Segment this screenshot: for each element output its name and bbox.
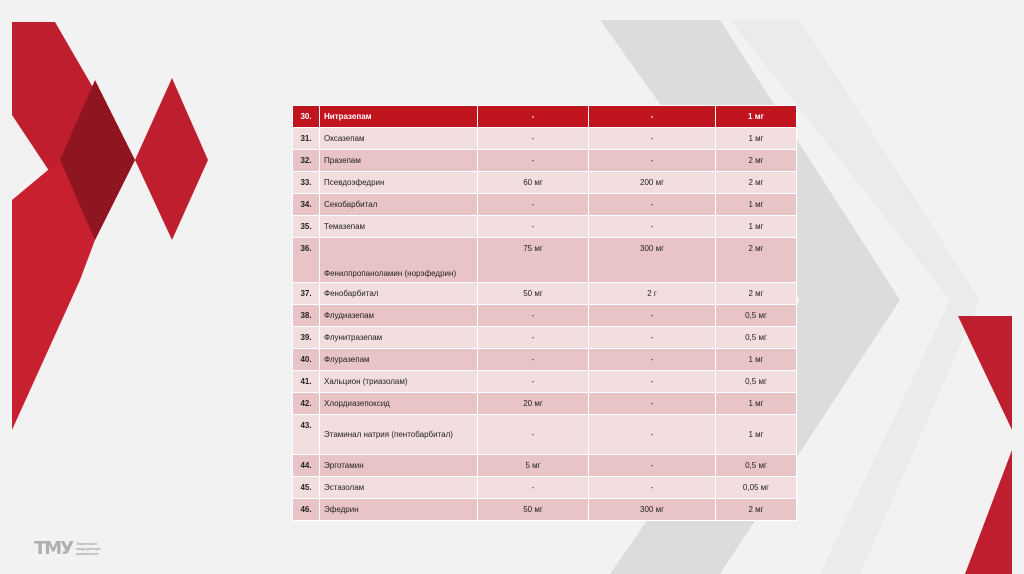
row-number-cell: 31.	[293, 128, 320, 150]
row-number-cell: 36.	[293, 238, 320, 283]
table-row	[293, 455, 797, 477]
substances-table-container	[292, 105, 796, 521]
dose-2-cell: -	[589, 393, 716, 415]
dose-3-cell: 2 мг	[716, 150, 797, 172]
dose-3-cell: 1 мг	[716, 128, 797, 150]
dose-3-cell: 2 мг	[716, 172, 797, 194]
dose-2-cell: 2 г	[589, 283, 716, 305]
row-number-cell: 43.	[293, 415, 320, 455]
dose-3-cell: 1 мг	[716, 415, 797, 455]
dose-1-cell: -	[478, 327, 589, 349]
table-row	[293, 128, 797, 150]
row-number-cell: 46.	[293, 499, 320, 521]
table-row	[293, 283, 797, 305]
row-number-cell: 44.	[293, 455, 320, 477]
table-row	[293, 371, 797, 393]
dose-1-cell: -	[478, 305, 589, 327]
substance-name-cell: Эрготамин	[320, 455, 478, 477]
dose-3-cell: 0,5 мг	[716, 327, 797, 349]
dose-3-cell: 2 мг	[716, 283, 797, 305]
dose-1-cell: -	[478, 128, 589, 150]
logo-mark: ТМУ	[34, 537, 73, 559]
substances-table	[292, 105, 797, 521]
substance-name-cell: Этаминал натрия (пентобарбитал)	[320, 415, 478, 455]
substance-name-cell: Флуразепам	[320, 349, 478, 371]
logo-text: Тюменский медицинский университет	[76, 540, 101, 556]
dose-2-cell: -	[589, 150, 716, 172]
row-number-cell: 34.	[293, 194, 320, 216]
table-row	[293, 150, 797, 172]
substance-name-cell: Фенобарбитал	[320, 283, 478, 305]
dose-1-cell: -	[478, 216, 589, 238]
dose-3-cell: 1 мг	[716, 216, 797, 238]
dose-3-cell: 1 мг	[716, 393, 797, 415]
row-number-cell: 42.	[293, 393, 320, 415]
row-number-cell: 30.	[293, 106, 320, 128]
substance-name-cell: Псевдоэфедрин	[320, 172, 478, 194]
table-row	[293, 194, 797, 216]
dose-3-cell: 0,5 мг	[716, 455, 797, 477]
dose-1-cell: -	[478, 415, 589, 455]
table-row	[293, 499, 797, 521]
dose-1-cell: 50 мг	[478, 283, 589, 305]
dose-3-cell: 2 мг	[716, 238, 797, 283]
row-number-cell: 35.	[293, 216, 320, 238]
dose-2-cell: -	[589, 216, 716, 238]
dose-2-cell: 300 мг	[589, 238, 716, 283]
dose-2-cell: -	[589, 477, 716, 499]
substance-name-cell: Эстазолам	[320, 477, 478, 499]
right-red-triangle	[958, 316, 1012, 430]
dose-2-cell: -	[589, 455, 716, 477]
table-row	[293, 477, 797, 499]
right-red-bottom	[965, 450, 1012, 574]
substance-name-cell: Флудиазепам	[320, 305, 478, 327]
red-diamond-shape	[135, 78, 208, 240]
substance-name-cell: Оксазепам	[320, 128, 478, 150]
table-row	[293, 327, 797, 349]
dose-2-cell: -	[589, 106, 716, 128]
table-row	[293, 216, 797, 238]
dose-1-cell: -	[478, 150, 589, 172]
dose-2-cell: 200 мг	[589, 172, 716, 194]
dose-3-cell: 1 мг	[716, 349, 797, 371]
dose-3-cell: 0,05 мг	[716, 477, 797, 499]
dose-1-cell: -	[478, 194, 589, 216]
row-number-cell: 45.	[293, 477, 320, 499]
dose-3-cell: 1 мг	[716, 106, 797, 128]
dose-1-cell: 75 мг	[478, 238, 589, 283]
table-row	[293, 106, 797, 128]
dose-2-cell: -	[589, 349, 716, 371]
substance-name-cell: Секобарбитал	[320, 194, 478, 216]
dose-1-cell: -	[478, 477, 589, 499]
row-number-cell: 41.	[293, 371, 320, 393]
dose-1-cell: 50 мг	[478, 499, 589, 521]
dose-2-cell: -	[589, 128, 716, 150]
table-row	[293, 172, 797, 194]
row-number-cell: 40.	[293, 349, 320, 371]
substance-name-cell: Флунитразепам	[320, 327, 478, 349]
substance-name-cell: Празепам	[320, 150, 478, 172]
dose-2-cell: -	[589, 371, 716, 393]
dose-1-cell: 60 мг	[478, 172, 589, 194]
dose-2-cell: -	[589, 194, 716, 216]
table-row	[293, 393, 797, 415]
dose-2-cell: -	[589, 305, 716, 327]
dose-3-cell: 2 мг	[716, 499, 797, 521]
substance-name-cell: Хлордиазепоксид	[320, 393, 478, 415]
substance-name-cell: Темазепам	[320, 216, 478, 238]
dose-3-cell: 1 мг	[716, 194, 797, 216]
dose-3-cell: 0,5 мг	[716, 305, 797, 327]
dose-1-cell: -	[478, 106, 589, 128]
dose-1-cell: -	[478, 349, 589, 371]
substance-name-cell: Хальцион (триазолам)	[320, 371, 478, 393]
substance-name-cell: Фенилпропаноламин (норэфедрин)	[320, 238, 478, 283]
dose-3-cell: 0,5 мг	[716, 371, 797, 393]
dose-1-cell: -	[478, 371, 589, 393]
table-row	[293, 415, 797, 455]
row-number-cell: 33.	[293, 172, 320, 194]
substance-name-cell: Эфедрин	[320, 499, 478, 521]
row-number-cell: 37.	[293, 283, 320, 305]
row-number-cell: 32.	[293, 150, 320, 172]
dose-2-cell: -	[589, 415, 716, 455]
dose-1-cell: 5 мг	[478, 455, 589, 477]
dose-2-cell: 300 мг	[589, 499, 716, 521]
row-number-cell: 39.	[293, 327, 320, 349]
table-row	[293, 238, 797, 283]
table-row	[293, 349, 797, 371]
row-number-cell: 38.	[293, 305, 320, 327]
dose-1-cell: 20 мг	[478, 393, 589, 415]
table-row	[293, 305, 797, 327]
substance-name-cell: Нитразепам	[320, 106, 478, 128]
university-logo	[34, 536, 116, 560]
dose-2-cell: -	[589, 327, 716, 349]
